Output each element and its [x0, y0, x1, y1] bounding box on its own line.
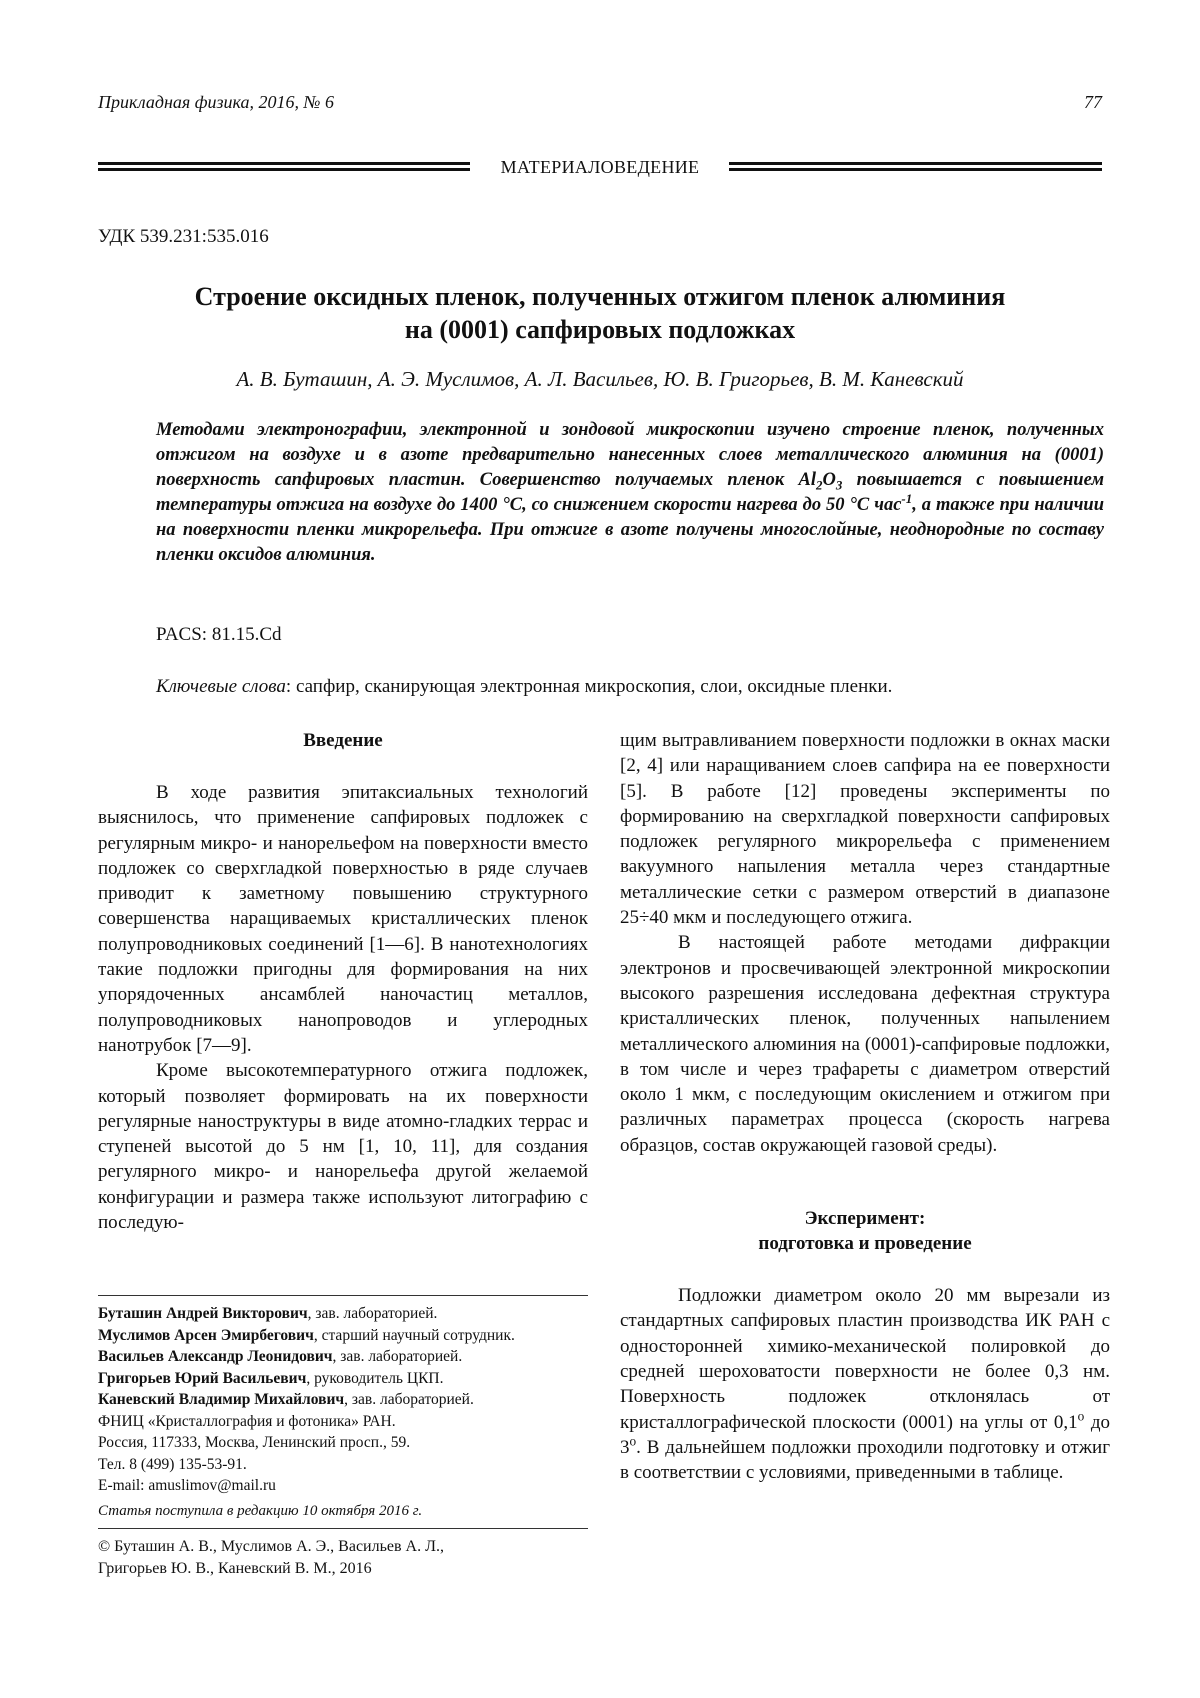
- experiment-paragraph-1: Подложки диаметром около 20 мм вырезали из стандартных сапфировых пластин производства ИК РАН с односторонней химико-механической полировкой до средней шероховатости поверхности не более 0,3 нм. Поверхность подложек отклонялась от кристаллографической плоскости (0001) на углы от $0,1^о$ до $3^о$. В дальнейшем подложки проходили подготовку и отжиг в соответствии с условиями, приведенными в таблице.: [620, 1285, 1111, 1484]
- title-line-1: Строение оксидных пленок, полученных отжигом пленок алюминия: [194, 282, 1006, 311]
- footnote-divider: [98, 1295, 588, 1296]
- abstract: Методами электронографии, электронной и зондовой микроскопии изучено строение пленок, полученных отжигом на воздухе и в азоте предварительно нанесенных слоев металлического алюминия на (0001) поверхность сапфировых пластин. Совершенство получаемых пленок $Al_2O_3$ повышается с повышением температуры отжига на воздухе до 1400 °С, со снижением скорости нагрева до 50 °С час$^{-1}$, а также при наличии на поверхности пленки микрорельефа. При отжиге в азоте получены многослойные, неоднородные по составу пленки оксидов алюминия.: [156, 420, 1104, 565]
- page-number: 77: [1084, 92, 1102, 112]
- article-title: [98, 280, 1102, 346]
- authors: А. В. Буташин, А. Э. Муслимов, А. Л. Васильев, Ю. В. Григорьев, В. М. Каневский: [236, 367, 964, 391]
- author-note-2: Муслимов Арсен Эмирбегович, старший научный сотрудник.: [98, 1326, 515, 1344]
- intro-paragraph-1: В ходе развития эпитаксиальных технологий выяснилось, что применение сапфировых подложек с регулярным микро- и нанорельефом на поверхности вместо подложек со сверхгладкой поверхностью в ряде случаев приводит к заметному повышению структурного совершенства наращиваемых кристаллических пленок полупроводниковых соединений [1—6]. В нанотехнологиях такие подложки пригодны для формирования на них упорядоченных ансамблей наночастиц металлов, полупроводниковых нанопроводов и углеродных нанотрубок [7—9].: [98, 782, 588, 1056]
- intro-paragraph-3: щим вытравливанием поверхности подложки в окнах маски [2, 4] или наращиванием слоев сапфира на ее поверхности [5]. В работе [12] проведены эксперименты по формированию на сверхгладкой поверхности сапфировых подложек регулярного микрорельефа с применением вакуумного напыления металла через стандартные металлические сетки с размером отверстий в диапазоне 25÷40 мкм и последующего отжига.: [620, 730, 1110, 929]
- copyright: © Буташин А. В., Муслимов А. Э., Васильев А. Л., Григорьев Ю. В., Каневский В. М., 2016: [98, 1538, 444, 1577]
- udk-code: УДК 539.231:535.016: [98, 226, 269, 247]
- keywords-label: Ключевые слова: [156, 676, 286, 697]
- author-note-5: Каневский Владимир Михайлович, зав. лабораторией.: [98, 1391, 474, 1408]
- received-date: Статья поступила в редакцию 10 октября 2016 г.: [98, 1503, 423, 1519]
- running-head: Прикладная физика, 2016, № 6: [98, 92, 334, 112]
- author-note-3: Васильев Александр Леонидович, зав. лабораторией.: [98, 1348, 463, 1365]
- organization: ФНИЦ «Кристаллография и фотоника» РАН.: [98, 1412, 396, 1430]
- keywords: [156, 676, 892, 698]
- author-notes: [98, 1303, 588, 1497]
- intro-heading: Введение: [303, 730, 383, 751]
- section-title: МАТЕРИАЛОВЕДЕНИЕ: [0, 157, 1200, 178]
- email: E-mail: amuslimov@mail.ru: [98, 1477, 276, 1494]
- phone: Тел. 8 (499) 135-53-91.: [98, 1455, 247, 1473]
- right-column: [620, 728, 1110, 1485]
- pacs-code: PACS: 81.15.Cd: [156, 624, 282, 645]
- experiment-heading-1: Эксперимент:: [804, 1208, 926, 1230]
- author-note-1: Буташин Андрей Викторович, зав. лабораторией.: [98, 1305, 438, 1322]
- copyright-divider: [98, 1528, 588, 1529]
- intro-paragraph-4: В настоящей работе методами дифракции электронов и просвечивающей электронной микроскопии высокого разрешения исследована дефектная структура кристаллических пленок, полученных напылением металлического алюминия на (0001)-сапфировые подложки, в том числе и через трафареты с диаметром отверстий около 1 мкм, с последующим окислением и отжигом при различных параметрах процесса (скорость нагрева образцов, состав окружающей газовой среды).: [620, 932, 1110, 1156]
- author-note-4: Григорьев Юрий Васильевич, руководитель ЦКП.: [98, 1369, 444, 1387]
- intro-paragraph-2: Кроме высокотемпературного отжига подложек, который позволяет формировать на их поверхности регулярные наноструктуры в виде атомно-гладких террас и ступеней высотой до 5 нм [1, 10, 11], для создания регулярного микро- и нанорельефа другой желаемой конфигурации и размера также используют литографию с последую-: [98, 1060, 588, 1234]
- left-column: [98, 728, 588, 1235]
- experiment-heading-2: подготовка и проведение: [758, 1233, 972, 1255]
- title-line-2: на (0001) сапфировых подложках: [404, 315, 796, 344]
- keywords-text: : сапфир, сканирующая электронная микроскопия, слои, оксидные пленки.: [285, 676, 893, 697]
- address: Россия, 117333, Москва, Ленинский просп., 59.: [98, 1434, 411, 1451]
